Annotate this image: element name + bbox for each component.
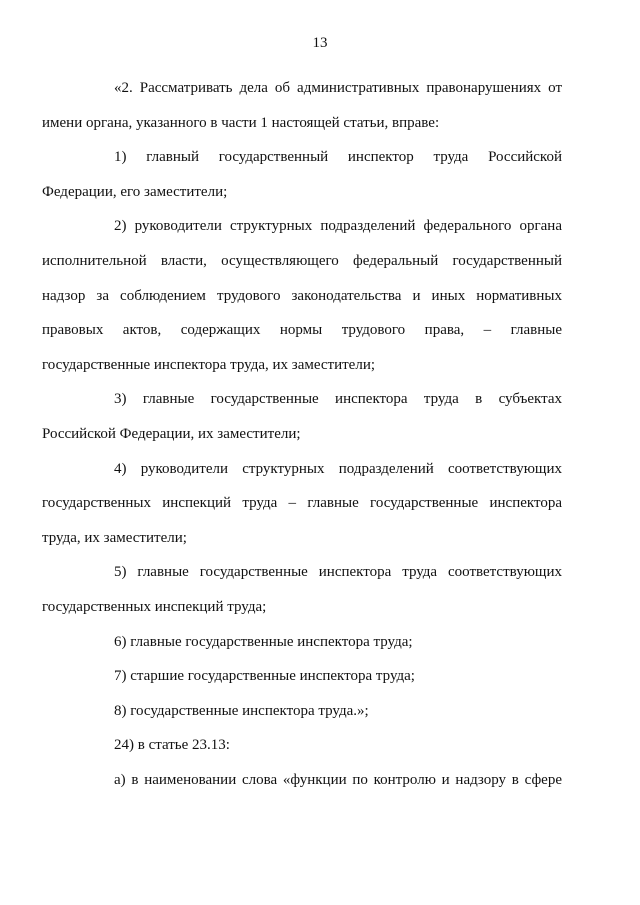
text-line: 2) руководители структурных подразделений федерального органа bbox=[114, 218, 562, 235]
text-line: государственных инспекций труда; bbox=[42, 598, 267, 615]
text-line: а) в наименовании слова «функции по контролю и надзору в сфере bbox=[114, 771, 562, 788]
text-line: 4) руководители структурных подразделений соответствующих bbox=[114, 460, 562, 477]
text-line: труда, их заместители; bbox=[42, 529, 187, 546]
text-line: 1) главный государственный инспектор труда Российской bbox=[114, 149, 562, 166]
paragraph-intro bbox=[42, 71, 562, 140]
paragraph-item-4 bbox=[42, 452, 562, 556]
paragraph-item-2 bbox=[42, 209, 562, 382]
paragraph-item-3 bbox=[42, 382, 562, 451]
paragraph-item-6 bbox=[78, 625, 562, 660]
text-line: 6) главные государственные инспектора труда; bbox=[114, 633, 413, 650]
paragraph-item-8 bbox=[78, 694, 562, 729]
text-line: 3) главные государственные инспектора труда в субъектах bbox=[114, 391, 562, 408]
paragraph-subitem-a bbox=[78, 763, 562, 798]
paragraph-item-24 bbox=[78, 728, 562, 763]
text-line: правовых актов, содержащих нормы трудового права, – главные bbox=[42, 322, 562, 339]
text-line: 24) в статье 23.13: bbox=[114, 737, 230, 754]
text-line: Российской Федерации, их заместители; bbox=[42, 425, 301, 442]
paragraph-item-7 bbox=[78, 659, 562, 694]
paragraph-item-1 bbox=[42, 140, 562, 209]
text-line: 5) главные государственные инспектора труда соответствующих bbox=[114, 564, 562, 581]
document-body bbox=[42, 71, 562, 797]
text-line: надзор за соблюдением трудового законодательства и иных нормативных bbox=[42, 287, 562, 304]
page-number: 13 bbox=[312, 35, 328, 51]
paragraph-item-5 bbox=[42, 555, 562, 624]
text-line: исполнительной власти, осуществляющего федеральный государственный bbox=[42, 252, 562, 269]
text-line: «2. Рассматривать дела об административных правонарушениях от bbox=[114, 80, 562, 96]
text-line: Федерации, его заместители; bbox=[42, 183, 228, 200]
text-line: 8) государственные инспектора труда.»; bbox=[114, 702, 369, 719]
text-line: 7) старшие государственные инспектора труда; bbox=[114, 668, 415, 685]
text-line: государственных инспекций труда – главные государственные инспектора bbox=[42, 495, 562, 512]
text-line: имени органа, указанного в части 1 настоящей статьи, вправе: bbox=[42, 114, 440, 131]
text-line: государственные инспектора труда, их заместители; bbox=[42, 356, 376, 373]
